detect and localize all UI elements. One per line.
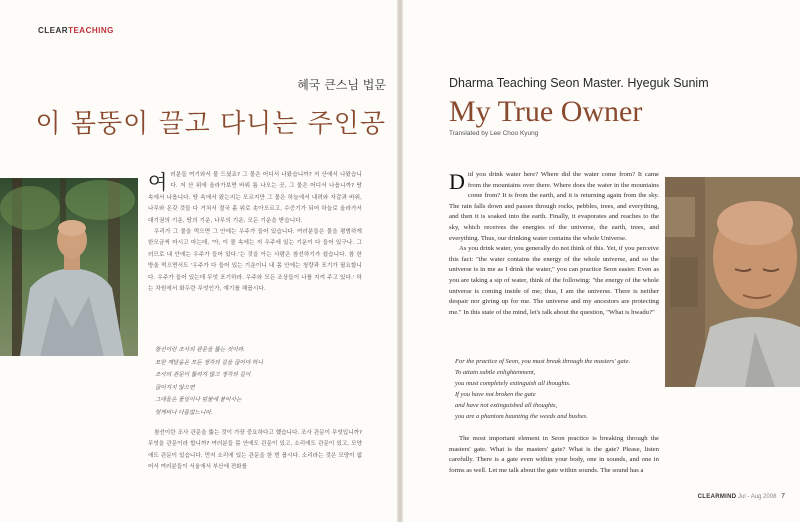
english-poem-line: you are a phantom haunting the weeds and bushes. xyxy=(455,412,588,420)
korean-poem-line: 참선이란 조사의 관문을 뚫는 것이라. xyxy=(155,347,245,353)
photo-monk-forest xyxy=(0,178,138,356)
english-body xyxy=(449,170,659,318)
translator-credit: Translated by Lee Choo Kyung xyxy=(449,130,539,137)
korean-paragraph-3: 참선이란 조사 관문을 뚫는 것이 가장 중요하다고 했습니다. 조사 관문이 무엇입니까? 무엇을 관문이라 합니까? 여러분들 몸 안에도 관문이 있고, 소리에도 관문이 있고, 모양에도 관문이 있습니다. 먼저 소리에 있는 관문을 한 번 봅시다. 소리라는 것은 모양이 없어서 여러분들이 서울에서 부산에 전화를 xyxy=(148,430,362,471)
korean-subtitle: 혜국 큰스님 법문 xyxy=(297,78,386,92)
page-number: 7 xyxy=(781,493,785,500)
english-poem-line: For the practice of Seon, you must break through the masters' gate. xyxy=(455,358,631,365)
korean-poem-line: 끊어지지 않으면 xyxy=(155,384,195,391)
english-poem-line: If you have not broken the gate xyxy=(455,390,536,398)
monk-forest-illustration xyxy=(0,178,138,356)
korean-poem xyxy=(155,344,263,420)
korean-poem-line: 묘한 깨달음은 모든 생각의 길을 끊어야 하니 xyxy=(155,359,263,366)
issue-date: Jul - Aug 2008 xyxy=(738,494,777,500)
korean-paragraph-1: 러분들 여기와서 물 드셨죠? 그 물은 어디서 나왔습니까? 저 산에서 나왔습니다. 저 산 위에 올라가보면 바위 틈 나오는 곳, 그 물은 어디서 나옵니까? 땅 속에서 나옵니다. 땅 속에서 왔는지는 모르지만 그 물은 하늘에서 내려와 자갈과 바위, 나무와 온갖 것들 다 거쳐서 결국 흙 위로 솟아오르고, 수증기가 되어 하늘로 올라가서 대기권의 기운, 땅의 기운, 나무의 기운, 모든 기운을 받습니다. xyxy=(148,172,362,224)
korean-poem-line: 조사의 관문이 뚫리지 않고 생각의 길이 xyxy=(155,372,251,379)
english-poem-line: and have not extinguished all thoughts, xyxy=(455,401,558,409)
page-footer xyxy=(665,493,785,500)
korean-dropcap: 여 xyxy=(148,170,168,194)
korean-poem-line: 그대들은 풀잎이나 덤불에 붙어사는 xyxy=(155,397,242,404)
english-poem-line: you must completely extinguish all thoughts. xyxy=(455,379,571,387)
english-dropcap: D xyxy=(449,169,465,194)
korean-body xyxy=(148,170,362,295)
english-poem-line: To attain subtle enlightenment, xyxy=(455,368,536,376)
english-paragraph-1: id you drink water here? Where did the water come from? It came from the mountains over there. Where does the water in the mountains come from? It is from the earth, and it is returning again from the sky. The rain falls down and passes through rocks, pebbles, trees, and everything, and then it is soaked into the earth. Finally, it evaporates and reaches to the sky, which receives the energies of the universe, the earth, trees, and everything. Thus, our drinking water contains the whole Universe. xyxy=(449,171,659,242)
section-tag xyxy=(38,26,114,35)
korean-paragraph-2: 우리가 그 물을 먹으면 그 안에는 우주가 들어 있습니다. 여러분들은 물을 평범하게 한모금씩 마시고 마는데, '아, 이 물 속에는 저 우주에 있는 기운이 다 들어 있구나. 그러므로 내 안에는 우주가 들어 있다.'는 것을 아는 사람은 참선하기가 쉽습니다. 참 한 방울 먹으면서도 '우주가 다 들어 있는 기운이니 내 몸 안에는 청량과 포기가 필요합니다. 우주가 들어 있는데 무엇 포기하라. 우주와 모든 조상들이 나를 지켜 주고 있다.' 하는 차원에서 화두란 무엇인가, 얘기를 해봅시다. xyxy=(148,229,362,293)
photo-monk-portrait xyxy=(665,177,800,387)
magazine-name: CLEARMIND xyxy=(697,494,737,500)
korean-poem-line: 헛깨비나 다름없느니라. xyxy=(155,409,213,416)
korean-title: 이 몸뚱이 끌고 다니는 주인공 xyxy=(35,109,386,139)
english-paragraph-2: As you drink water, you generally do not think of this. Yet, if you perceive this fact: "the water contains the energy of the whole universe, and so the universe is in me as I drink the water," you can practice Seon easier. Even as you are taking a sip of water, think of the following: "the energy of the whole universe is coming inside of me; thus, I am the universe. There is neither despair nor giving up for me. The universe and my ancestors are protecting me." In this state of the mind, let's talk about the question, "What is hwadu?" xyxy=(449,245,659,316)
monk-portrait-illustration xyxy=(665,177,800,387)
section-tag-clear: CLEAR xyxy=(38,26,69,35)
english-body-continued xyxy=(449,434,659,476)
section-tag-teaching: TEACHING xyxy=(68,26,114,35)
korean-body-continued xyxy=(148,428,362,474)
english-poem xyxy=(455,357,630,422)
english-subtitle: Dharma Teaching Seon Master. Hyeguk Sunim xyxy=(449,76,709,90)
english-paragraph-3: The most important element in Seon practice is breaking through the masters' gate. What is the masters' gate? What is the gate? Please, listen carefully. There is a gate even within your body, one in sounds, and one in forms as well. Let me talk about the gate within sounds. The sound has a xyxy=(449,435,659,474)
english-title: My True Owner xyxy=(449,95,643,128)
